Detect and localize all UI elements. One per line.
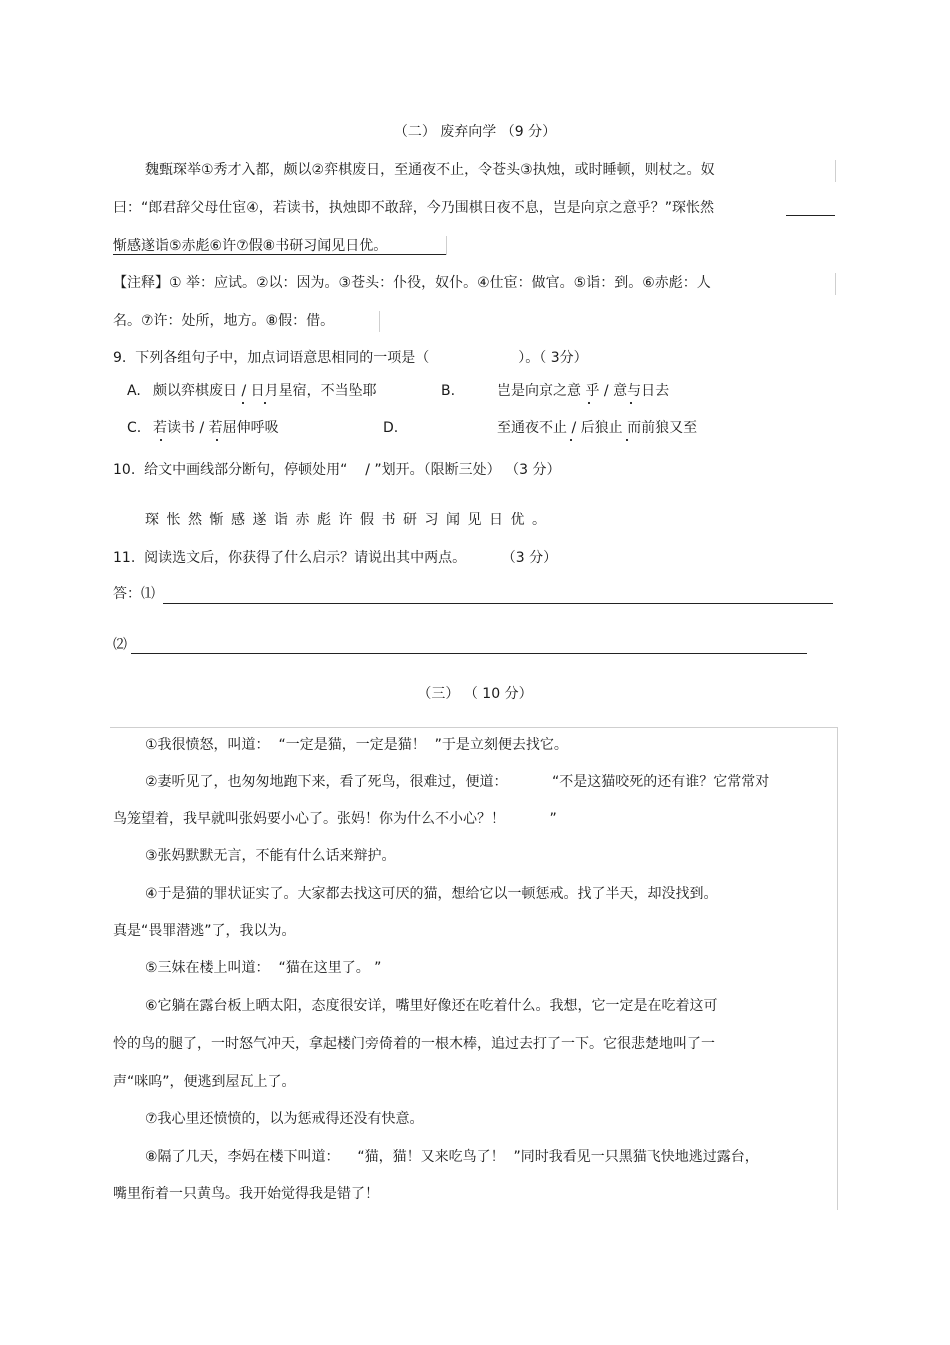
story-line: ⑧隔了几天，李妈在楼下叫道： “猫，猫！又来吃鸟了！ ”同时我看见一只黑猫飞快地逃过露台， — [145, 1149, 759, 1165]
frame-line-2 — [786, 215, 835, 216]
q9-option-b-label: B. — [441, 383, 456, 399]
story-line: ④于是猫的罪状证实了。大家都去找这可厌的猫，想给它以一顿惩戒。找了半天，却没找到。 — [145, 886, 718, 902]
story-line: ⑦我心里还愤愤的，以为惩戒得还没有快意。 — [145, 1111, 424, 1127]
story-line: ①我很愤怒，叫道： “一定是猫，一定是猫！ ”于是立刻便去找它。 — [145, 737, 568, 753]
story-line: ③张妈默默无言，不能有什么话来辩护。 — [145, 848, 396, 864]
answer-line-1[interactable] — [163, 603, 833, 604]
section2-heading: （二） 废弃向学 （9 分） — [393, 124, 557, 140]
q9-option-c-label: C. — [127, 420, 142, 436]
q11-answer-label-1: 答：⑴ — [113, 586, 155, 602]
section3-heading: （三） （ 10 分） — [417, 686, 533, 702]
passage-frame-top — [110, 727, 838, 728]
emphasis-dot — [216, 439, 218, 441]
q9-stem: 9. 下列各组句子中，加点词语意思相同的一项是（ ）。（ 3分） — [113, 350, 588, 366]
q10-sentence: 琛怅然惭感遂诣赤彪许假书研习闻见日优。 — [145, 512, 554, 528]
passage-line-1: 魏甄琛举①秀才入都，颇以②弈棋废日，至通夜不止，令苍头③执烛，或时睡顿，则杖之。奴 — [145, 162, 715, 178]
story-line: ②妻听见了，也匆匆地跑下来，看了死鸟，很难过，便道： “不是这猫咬死的还有谁？它常常对 — [145, 774, 770, 790]
story-line: 声“咪呜”，便逃到屋瓦上了。 — [113, 1074, 296, 1090]
passage-line-3-underlined: 惭感遂诣⑤赤彪⑥许⑦假⑧书研习闻见日优。 — [113, 238, 388, 254]
story-line: ⑥它躺在露台板上晒太阳，态度很安详，嘴里好像还在吃着什么。我想，它一定是在吃着这可 — [145, 998, 718, 1014]
q9-option-c-text: 若读书 / 若屈伸呼吸 — [153, 420, 279, 436]
q11-stem: 11. 阅读选文后，你获得了什么启示？请说出其中两点。 （3 分） — [113, 550, 558, 566]
q9-option-a-label: A. — [127, 383, 141, 399]
answer-line-2[interactable] — [131, 653, 807, 654]
q9-option-b-text: 岂是向京之意 乎 / 意与日去 — [497, 383, 670, 399]
emphasis-dot — [264, 402, 266, 404]
frame-right-1 — [792, 160, 836, 182]
q9-option-a-text: 颇以弈棋废日 / 日月星宿，不当坠耶 — [153, 383, 377, 399]
emphasis-dot — [242, 402, 244, 404]
story-line: 真是“畏罪潜逃”了，我以为。 — [113, 923, 296, 939]
q10-stem: 10. 给文中画线部分断句，停顿处用“ / ”划开。（限断三处） （3 分） — [113, 462, 561, 478]
story-line: 怜的鸟的腿了，一时怒气冲天，拿起楼门旁倚着的一根木棒，追过去打了一下。它很悲楚地叫了一 — [113, 1036, 715, 1052]
passage-underline — [113, 254, 446, 255]
frame-right-3 — [446, 236, 447, 255]
story-line: 嘴里衔着一只黄鸟。我开始觉得我是错了！ — [113, 1186, 379, 1202]
passage-line-2: 曰：“郎君辞父母仕宦④，若读书，执烛即不敢辞，今乃围棋日夜不息，岂是向京之意乎？”琛怅然 — [113, 200, 715, 216]
passage-frame-right — [837, 727, 838, 1210]
notes-line-2: 名。⑦许：处所，地方。⑧假：借。 — [113, 313, 335, 329]
q11-answer-label-2: ⑵ — [113, 637, 127, 653]
emphasis-dot — [630, 402, 632, 404]
frame-right-notes — [792, 273, 836, 295]
emphasis-dot — [160, 439, 162, 441]
emphasis-dot — [570, 439, 572, 441]
q9-option-d-text: 至通夜不止 / 后狼止 而前狼又至 — [497, 420, 698, 436]
notes-line-1: 【注释】① 举：应试。②以：因为。③苍头：仆役，奴仆。④仕宦：做官。⑤诣：到。⑥赤彪：人 — [113, 275, 711, 291]
story-line: ⑤三妹在楼上叫道： “猫在这里了。 ” — [145, 960, 382, 976]
q9-option-d-label: D. — [383, 420, 399, 436]
emphasis-dot — [588, 402, 590, 404]
frame-right-notes-2 — [360, 311, 380, 332]
story-line: 鸟笼望着，我早就叫张妈要小心了。张妈！你为什么不小心？！ ” — [113, 811, 557, 827]
emphasis-dot — [626, 439, 628, 441]
